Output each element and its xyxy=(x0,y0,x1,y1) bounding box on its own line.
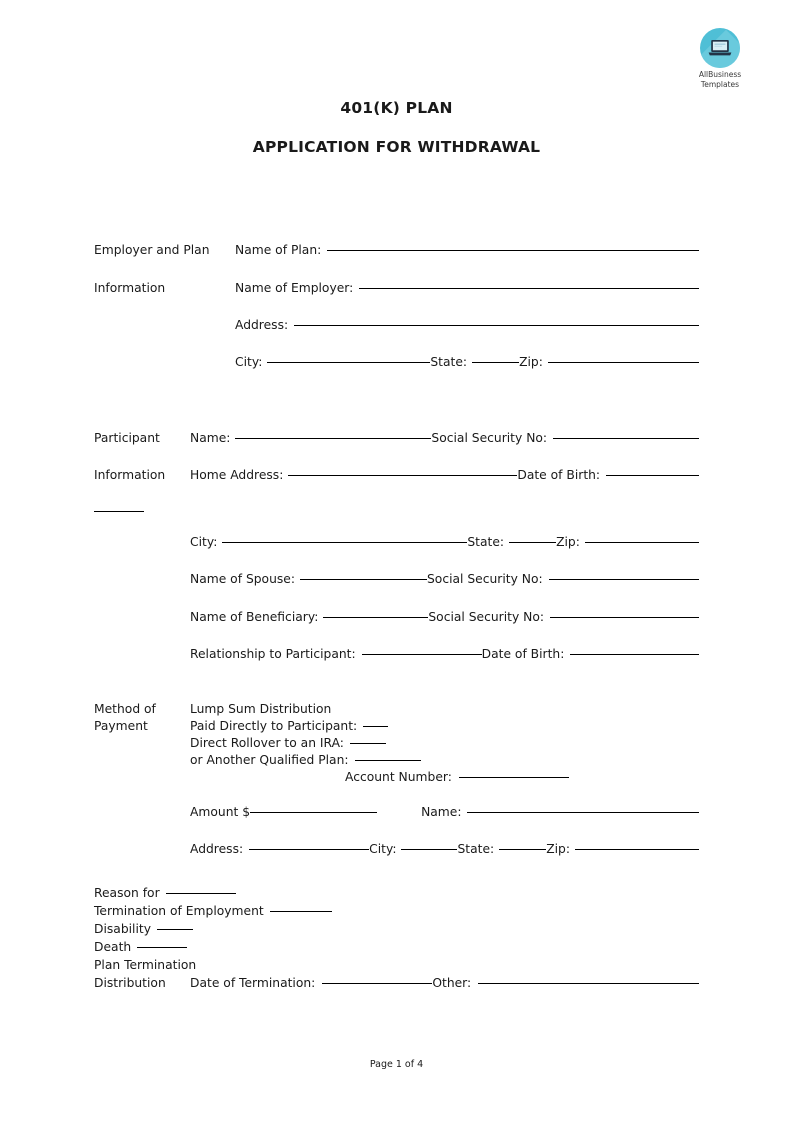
input-name-of-plan[interactable] xyxy=(327,250,699,251)
label-payee-address: Address: xyxy=(190,842,244,856)
row-direct-rollover-to-ira xyxy=(94,734,699,751)
label-employer-address: Address: xyxy=(235,318,289,332)
input-participant-ssn[interactable] xyxy=(553,438,699,439)
input-payee-state[interactable] xyxy=(499,849,546,850)
row-paid-directly-to-participant xyxy=(94,717,699,734)
input-payee-zip[interactable] xyxy=(575,849,699,850)
input-participant-zip[interactable] xyxy=(585,542,699,543)
document-title: 401(K) PLAN xyxy=(340,99,453,117)
row-name-of-plan xyxy=(94,241,699,279)
section-label-participant-line1: Participant xyxy=(94,431,160,445)
label-other: Other: xyxy=(432,976,472,990)
row-another-qualified-plan xyxy=(94,751,699,768)
label-distribution: Distribution xyxy=(94,976,166,990)
row-account-number xyxy=(94,768,699,803)
label-paid-directly-to-participant: Paid Directly to Participant: xyxy=(190,719,358,733)
input-payee-address[interactable] xyxy=(249,849,369,850)
section-employer-and-plan-information xyxy=(94,241,699,371)
label-participant-zip: Zip: xyxy=(556,535,580,549)
row-amount-and-name xyxy=(94,803,699,840)
label-participant-ssn: Social Security No: xyxy=(431,431,548,445)
row-payee-address-city-state-zip xyxy=(94,840,699,858)
input-name-of-beneficiary[interactable] xyxy=(323,617,428,618)
section-participant-information xyxy=(94,429,699,663)
input-beneficiary-ssn[interactable] xyxy=(550,617,699,618)
section-reason-for-distribution xyxy=(94,884,699,992)
label-participant-home-address: Home Address: xyxy=(190,468,284,482)
label-participant-state: State: xyxy=(467,535,505,549)
label-disability: Disability xyxy=(94,922,151,936)
label-participant-city: City: xyxy=(190,535,218,549)
label-another-qualified-plan: or Another Qualified Plan: xyxy=(190,753,349,767)
label-termination-of-employment: Termination of Employment xyxy=(94,904,264,918)
logo-text-line2: Templates xyxy=(700,79,740,89)
input-participant-name[interactable] xyxy=(235,438,431,439)
row-participant-name-ssn xyxy=(94,429,699,466)
logo-circle xyxy=(700,28,740,68)
input-payee-city[interactable] xyxy=(401,849,457,850)
label-relationship-to-participant: Relationship to Participant: xyxy=(190,647,356,661)
input-employer-address[interactable] xyxy=(294,325,699,326)
row-name-of-employer xyxy=(94,279,699,316)
input-employer-zip[interactable] xyxy=(548,362,699,363)
label-participant-name: Name: xyxy=(190,431,231,445)
label-name-of-spouse: Name of Spouse: xyxy=(190,572,295,586)
input-participant-date-of-birth[interactable] xyxy=(606,475,699,476)
section-label-employer-line2: Information xyxy=(94,281,166,295)
label-beneficiary-date-of-birth: Date of Birth: xyxy=(481,647,565,661)
label-payee-zip: Zip: xyxy=(546,842,570,856)
label-name-of-employer: Name of Employer: xyxy=(235,281,354,295)
input-participant-home-address[interactable] xyxy=(288,475,517,476)
label-employer-city: City: xyxy=(235,355,263,369)
input-paid-directly-to-participant[interactable] xyxy=(363,726,388,727)
allbusiness-templates-logo xyxy=(684,28,756,89)
row-lump-sum-distribution xyxy=(94,700,699,717)
row-participant-city-state-zip xyxy=(94,533,699,570)
label-date-of-termination: Date of Termination: xyxy=(190,976,316,990)
input-termination-of-employment[interactable] xyxy=(270,911,332,912)
input-name-of-employer[interactable] xyxy=(359,288,699,289)
label-payee-state: State: xyxy=(457,842,495,856)
label-payee-city: City: xyxy=(369,842,397,856)
row-date-of-birth-continuation xyxy=(94,484,699,533)
input-employer-city[interactable] xyxy=(267,362,430,363)
label-spouse-ssn: Social Security No: xyxy=(427,572,543,586)
label-account-number: Account Number: xyxy=(345,770,452,784)
row-spouse-name-ssn xyxy=(94,570,699,608)
section-label-method-line1: Method of xyxy=(94,702,156,716)
row-disability xyxy=(94,920,699,938)
row-employer-address xyxy=(94,316,699,353)
laptop-icon xyxy=(708,39,732,56)
label-direct-rollover-to-ira: Direct Rollover to an IRA: xyxy=(190,736,344,750)
row-termination-of-employment xyxy=(94,902,699,920)
section-method-of-payment xyxy=(94,700,699,858)
input-amount[interactable] xyxy=(250,812,377,813)
input-direct-rollover-to-ira[interactable] xyxy=(350,743,386,744)
row-plan-termination xyxy=(94,956,699,974)
input-reason-for[interactable] xyxy=(166,893,236,894)
page-footer: Page 1 of 4 xyxy=(369,1059,424,1070)
row-reason-for xyxy=(94,884,699,902)
input-account-number[interactable] xyxy=(459,777,569,778)
label-beneficiary-ssn: Social Security No: xyxy=(428,610,544,624)
row-relationship-dob xyxy=(94,645,699,663)
section-label-participant-line2: Information xyxy=(94,468,166,482)
label-name-of-plan: Name of Plan: xyxy=(235,243,322,257)
row-employer-city-state-zip xyxy=(94,353,699,371)
row-participant-home-address-dob xyxy=(94,466,699,484)
row-death xyxy=(94,938,699,956)
input-payee-name[interactable] xyxy=(467,812,699,813)
label-reason-for: Reason for xyxy=(94,886,160,900)
input-spouse-ssn[interactable] xyxy=(549,579,699,580)
label-lump-sum-distribution: Lump Sum Distribution xyxy=(190,702,332,716)
input-participant-date-of-birth-continued[interactable] xyxy=(94,511,144,512)
input-participant-city[interactable] xyxy=(222,542,467,543)
input-participant-state[interactable] xyxy=(509,542,556,543)
input-beneficiary-date-of-birth[interactable] xyxy=(570,654,699,655)
input-name-of-spouse[interactable] xyxy=(300,579,427,580)
label-amount: Amount $ xyxy=(190,805,251,819)
input-other[interactable] xyxy=(478,983,699,984)
section-label-method-line2: Payment xyxy=(94,719,148,733)
label-employer-zip: Zip: xyxy=(519,355,543,369)
logo-text-line1: AllBusiness xyxy=(698,70,742,79)
input-date-of-termination[interactable] xyxy=(322,983,432,984)
label-plan-termination: Plan Termination xyxy=(94,958,197,972)
input-disability[interactable] xyxy=(157,929,193,930)
input-relationship-to-participant[interactable] xyxy=(362,654,482,655)
label-name-of-beneficiary: Name of Beneficiary: xyxy=(190,610,319,624)
input-another-qualified-plan[interactable] xyxy=(355,760,421,761)
row-distribution-date-of-termination-other xyxy=(94,974,699,992)
label-participant-date-of-birth: Date of Birth: xyxy=(517,468,601,482)
section-label-employer-line1: Employer and Plan xyxy=(94,243,210,257)
input-employer-state[interactable] xyxy=(472,362,519,363)
row-beneficiary-name-ssn xyxy=(94,608,699,645)
label-payee-name: Name: xyxy=(421,805,462,819)
label-death: Death xyxy=(94,940,132,954)
label-employer-state: State: xyxy=(430,355,468,369)
document-subtitle: APPLICATION FOR WITHDRAWAL xyxy=(252,138,541,156)
input-death[interactable] xyxy=(137,947,187,948)
